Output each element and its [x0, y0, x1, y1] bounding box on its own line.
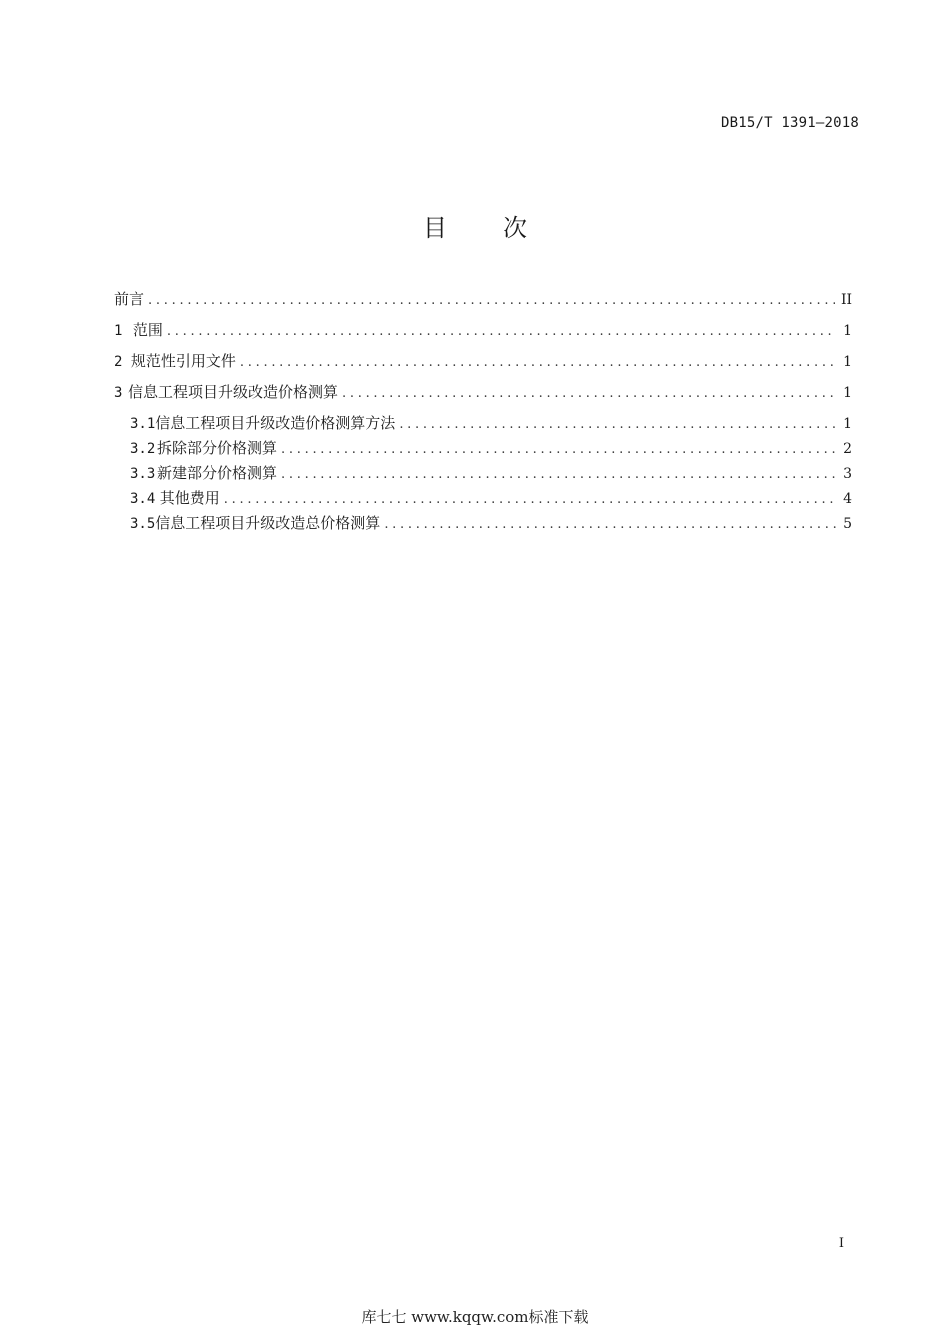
toc-leader-dots [399, 412, 836, 437]
toc-entry-foreword[interactable] [114, 287, 852, 318]
toc-entry-label: 新建部分价格测算 [156, 464, 277, 482]
toc-entry-3-5[interactable] [114, 511, 852, 536]
toc-entry-page: 1 [843, 323, 852, 339]
toc-leader-dots [281, 437, 836, 462]
toc-leader-dots [224, 487, 836, 512]
toc-title [0, 208, 950, 243]
footer-watermark: 库七七 www.kqqw.com标准下载 [361, 1308, 589, 1326]
document-code: DB15/T 1391—2018 [720, 115, 859, 131]
toc-entry-number: 3 [114, 385, 123, 401]
page-number: I [838, 1236, 844, 1251]
toc-leader-dots [342, 382, 836, 406]
toc-entry-number: 3.1 [130, 416, 156, 432]
toc-entry-label: 拆除部分价格测算 [156, 439, 277, 457]
toc-entry-page: 1 [843, 354, 852, 370]
toc-entry-label: 前言 [114, 290, 145, 308]
toc-leader-dots [281, 462, 836, 487]
toc-entry-3-4[interactable] [114, 486, 852, 511]
toc-entry-page: 3 [843, 466, 852, 482]
toc-title-char-2: 次 [503, 214, 527, 242]
toc-entry-page: 2 [843, 441, 852, 457]
toc-entry-page: 1 [843, 416, 852, 432]
toc-entry-number: 3.4 [130, 491, 156, 507]
toc-title-char-1: 目 [423, 214, 447, 242]
table-of-contents [114, 287, 852, 536]
toc-entry-page: 5 [843, 516, 852, 532]
toc-entry-number: 3.5 [130, 516, 156, 532]
toc-entry-label: 信息工程项目升级改造价格测算方法 [155, 414, 396, 432]
toc-entry-scope[interactable] [114, 318, 852, 349]
toc-entry-label: 规范性引用文件 [130, 352, 236, 370]
toc-entry-label: 信息工程项目升级改造总价格测算 [155, 514, 381, 532]
toc-entry-3-3[interactable] [114, 461, 852, 486]
toc-leader-dots [384, 512, 836, 537]
toc-entry-label: 范围 [132, 321, 163, 339]
toc-entry-normative-references[interactable] [114, 349, 852, 380]
toc-entry-3-1[interactable] [114, 411, 852, 436]
toc-leader-dots [148, 289, 835, 313]
toc-entry-3-2[interactable] [114, 436, 852, 461]
toc-entry-label: 信息工程项目升级改造价格测算 [127, 383, 338, 401]
toc-entry-label: 其他费用 [159, 489, 220, 507]
toc-entry-number: 3.3 [130, 466, 156, 482]
toc-entry-price-estimation[interactable] [114, 380, 852, 411]
toc-entry-page: II [840, 292, 852, 308]
toc-entry-page: 4 [843, 491, 852, 507]
toc-entry-number: 3.2 [130, 441, 156, 457]
toc-entry-number: 1 [114, 323, 123, 339]
toc-leader-dots [167, 320, 836, 344]
toc-entry-number: 2 [114, 354, 123, 370]
toc-entry-page: 1 [843, 385, 852, 401]
toc-leader-dots [240, 351, 836, 375]
